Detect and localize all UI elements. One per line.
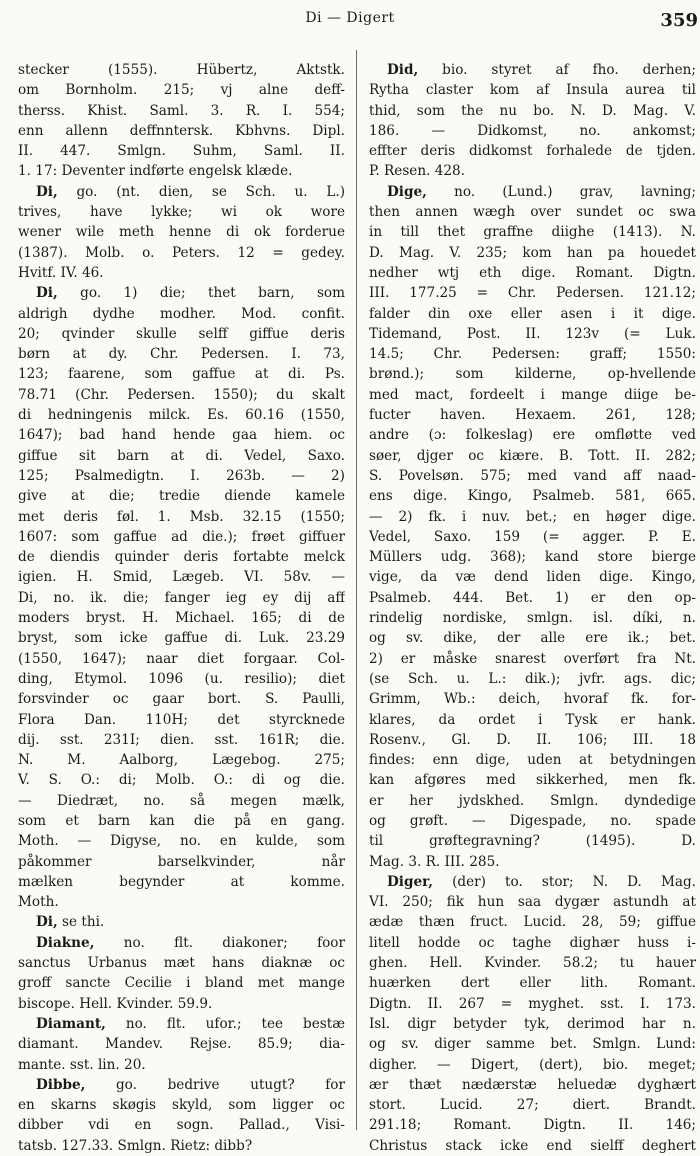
line-text: Grimm, Wb.: deich, hvoraf fk. for- (369, 691, 696, 708)
text-line (18, 283, 345, 303)
text-line (369, 547, 696, 567)
text-line (18, 811, 345, 831)
line-text: enn allenn deffnntersk. Kbhvns. Dipl. (18, 122, 345, 139)
line-text: se thi. (57, 914, 105, 931)
text-line (369, 1014, 696, 1034)
line-text: og sv. dike, der alle ere ik.; bet. (369, 630, 696, 647)
line-text: til grøftegravning? (1495). D. (369, 833, 696, 850)
text-line (369, 933, 696, 953)
text-line (18, 405, 345, 425)
line-text: VI. 250; fik hun saa dygær astundh at (369, 894, 696, 911)
text-line (369, 1095, 696, 1115)
line-text: falder din oxe eller asen i it dige. (369, 305, 696, 322)
column-divider (356, 50, 357, 1130)
line-text: og grøft. — Digespade, no. spade (369, 812, 696, 829)
text-line (18, 80, 345, 100)
line-text: biscope. Hell. Kvinder. 59.9. (18, 995, 213, 1012)
line-text: Di, no. ik. die; fanger ieg ey dij aff (18, 589, 345, 606)
text-line (18, 649, 345, 669)
running-title: Di — Digert (305, 10, 395, 26)
text-line (18, 689, 345, 709)
line-text: (se Sch. u. L.: dik.); jvfr. ags. dic; (369, 670, 696, 687)
text-line (18, 872, 345, 892)
text-line (369, 912, 696, 932)
text-line (18, 953, 345, 973)
text-line (18, 344, 345, 364)
line-text: forsvinder oc gaar bort. S. Paulli, (18, 691, 345, 708)
text-line (369, 628, 696, 648)
text-line (18, 628, 345, 648)
line-text: med mact, fordeelt i mange diige be- (369, 386, 696, 403)
text-line (369, 405, 696, 425)
line-text: no. (Lund.) grav, lavning; (426, 183, 696, 200)
text-line (369, 649, 696, 669)
line-text: go. (nt. dien, se Sch. u. L.) (57, 183, 345, 200)
text-line (18, 324, 345, 344)
text-line (18, 486, 345, 506)
line-text: then annen wægh over sundet oc swa (369, 204, 696, 221)
line-text: thid, som the nu bo. N. D. Mag. V. (369, 102, 696, 119)
right-column (369, 60, 696, 1156)
line-text: de diendis quinder deris fortabte melck (18, 549, 345, 566)
line-text: Moth. (18, 894, 59, 911)
line-text: trives, have lykke; wi ok wore (18, 204, 345, 221)
line-text: brønd.); som kilderne, op-hvellende (369, 366, 696, 383)
headword: Dige, (387, 183, 427, 200)
text-line (369, 486, 696, 506)
text-line (369, 994, 696, 1014)
text-line (369, 1075, 696, 1095)
line-text: om Bornholm. 215; vj alne deff- (18, 82, 345, 99)
text-line (369, 831, 696, 851)
line-text: ær thæt nædærstæ heluedæ dyghært (369, 1076, 696, 1093)
line-text: Flora Dan. 110H; det styrcknede (18, 711, 345, 728)
text-line (18, 669, 345, 689)
line-text: søer, djger oc kiære. B. Tott. II. 282; (369, 447, 696, 464)
text-line (369, 730, 696, 750)
line-text: giffue sit barn at di. Vedel, Saxo. (18, 447, 345, 464)
line-text: aldrigh dydhe modher. Mod. confit. (18, 305, 345, 322)
line-text: Tidemand, Post. II. 123v (= Luk. (369, 325, 696, 342)
line-text: Mag. 3. R. III. 285. (369, 853, 500, 870)
text-line (18, 101, 345, 121)
text-line (18, 710, 345, 730)
text-line (18, 263, 345, 283)
text-line (18, 364, 345, 384)
line-text: 2) er måske snarest overført fra Nt. (369, 650, 696, 667)
text-line (369, 385, 696, 405)
text-line (369, 588, 696, 608)
line-text: II. 447. Smlgn. Suhm, Saml. II. (18, 143, 345, 160)
text-line (18, 567, 345, 587)
text-line (18, 425, 345, 445)
line-text: 1647); bad hand hende gaa hiem. oc (18, 427, 345, 444)
text-line (369, 527, 696, 547)
text-line (369, 507, 696, 527)
text-line (369, 101, 696, 121)
line-text: 123; faarene, som gaffue at di. Ps. (18, 366, 345, 383)
line-text: no. flt. ufor.; tee bestæ (105, 1015, 345, 1032)
line-text: sanctus Urbanus mæt hans diaknæ oc (18, 955, 345, 972)
line-text: S. Povelsøn. 575; med vand aff naad- (369, 467, 696, 484)
line-text: give at die; tredie diende kamele (18, 488, 345, 505)
line-text: Isl. digr betyder tyk, derimod har n. (369, 1015, 696, 1032)
line-text: rindelig nordiske, smlgn. isl. díki, n. (369, 610, 696, 627)
text-line (18, 141, 345, 161)
line-text: (1550, 1647); naar diet forgaar. Col- (18, 650, 345, 667)
line-text: stort. Lucid. 27; diert. Brandt. (369, 1097, 696, 1114)
line-text: fucter haven. Hexaem. 261, 128; (369, 407, 696, 424)
text-line (369, 141, 696, 161)
line-text: wener wile meth henne di ok forderue (18, 224, 345, 241)
text-line (369, 953, 696, 973)
line-text: andre (ɔ: folkeslag) ere omfløtte ved (369, 427, 696, 444)
line-text: (der) to. stor; N. D. Mag. (433, 873, 696, 890)
line-text: Rytha claster kom af Insula aurea til (369, 82, 696, 99)
text-line (369, 283, 696, 303)
line-text: ding, Etymol. 1096 (u. resilio); diet (18, 670, 345, 687)
line-text: V. S. O.: di; Molb. O.: di og die. (18, 772, 345, 789)
text-line (369, 425, 696, 445)
line-text: ghen. Hell. Kvinder. 58.2; tu hauer (369, 955, 696, 972)
text-line (369, 80, 696, 100)
text-line (369, 446, 696, 466)
line-text: ædæ thæn fruct. Lucid. 28, 59; giffue (369, 914, 696, 931)
line-text: III. 177.25 = Chr. Pedersen. 121.12; (369, 285, 696, 302)
text-line (18, 527, 345, 547)
line-text: D. Mag. V. 235; kom han pa houedet (369, 244, 696, 261)
text-line (18, 831, 345, 851)
headword: Diamant, (36, 1015, 106, 1032)
text-line (369, 161, 696, 181)
text-line (18, 770, 345, 790)
text-line (18, 1034, 345, 1054)
left-column (18, 60, 345, 1156)
line-text: go. bedrive utugt? for (85, 1076, 345, 1093)
text-line (369, 791, 696, 811)
line-text: er her jydskhed. Smlgn. dyndedige (369, 792, 696, 809)
headword: Diakne, (36, 934, 95, 951)
headword: Di, (36, 914, 58, 931)
line-text: go. 1) die; thet barn, som (57, 285, 345, 302)
text-line (18, 507, 345, 527)
headword: Diger, (387, 873, 434, 890)
line-text: therss. Khist. Saml. 3. R. I. 554; (18, 102, 345, 119)
text-line (369, 324, 696, 344)
line-text: 186. — Didkomst, no. ankomst; (369, 122, 696, 139)
line-text: påkommer barselkvinder, når (18, 853, 345, 870)
text-line (18, 1055, 345, 1075)
line-text: Müllers udg. 368); kand store bierge (369, 549, 696, 566)
line-text: N. M. Aalborg, Lægebog. 275; (18, 752, 345, 769)
line-text: (1387). Molb. o. Peters. 12 = gedey. (18, 244, 345, 261)
line-text: dij. sst. 231I; dien. sst. 161R; die. (18, 731, 345, 748)
line-text: 291.18; Romant. Digtn. II. 146; (369, 1117, 696, 1134)
text-line (18, 994, 345, 1014)
text-line (369, 811, 696, 831)
text-line (369, 892, 696, 912)
text-line (369, 1115, 696, 1135)
text-line (18, 182, 345, 202)
text-line (369, 364, 696, 384)
text-line (18, 121, 345, 141)
text-line (18, 466, 345, 486)
line-text: 20; qvinder skulle selff giffue deris (18, 325, 345, 342)
page-header (0, 10, 700, 36)
text-line (18, 1014, 345, 1034)
line-text: — Diedræt, no. så megen mælk, (18, 792, 345, 809)
line-text: børn at dy. Chr. Pedersen. I. 73, (18, 346, 345, 363)
text-line (369, 1136, 696, 1156)
line-text: P. Resen. 428. (369, 163, 465, 180)
line-text: bryst, som icke gaffue di. Luk. 23.29 (18, 630, 345, 647)
line-text: Psalmeb. 444. Bet. 1) er den op- (369, 589, 696, 606)
text-line (369, 202, 696, 222)
line-text: mælken begynder at komme. (18, 873, 345, 890)
line-text: vige, da væ dend liden dige. Kingo, (369, 569, 696, 586)
text-line (18, 1115, 345, 1135)
text-line (18, 973, 345, 993)
line-text: Digtn. II. 267 = myghet. sst. I. 173. (369, 995, 696, 1012)
line-text: 78.71 (Chr. Pedersen. 1550); du skalt (18, 386, 345, 403)
text-line (18, 446, 345, 466)
text-line (18, 892, 345, 912)
text-line (18, 588, 345, 608)
text-line (369, 567, 696, 587)
line-text: som et barn kan die på en gang. (18, 812, 345, 829)
text-line (18, 912, 345, 932)
line-text: moders bryst. H. Michael. 165; di de (18, 610, 345, 627)
text-line (369, 1034, 696, 1054)
text-line (18, 161, 345, 181)
text-line (369, 770, 696, 790)
text-line (369, 710, 696, 730)
line-text: findes: enn dige, uden at betydningen (369, 752, 696, 769)
line-text: en skarns skøgis skyld, som ligger oc (18, 1097, 345, 1114)
text-line (18, 547, 345, 567)
line-text: nedher wtj eth dige. Romant. Digtn. (369, 264, 696, 281)
headword: Di, (36, 285, 58, 302)
page-number: 359 (660, 10, 698, 31)
line-text: Vedel, Saxo. 159 (= agger. P. E. (369, 528, 696, 545)
line-text: groff sancte Cecilie i bland met mange (18, 975, 345, 992)
line-text: in till thet graffne diighe (1413). N. (369, 224, 696, 241)
headword: Di, (36, 183, 58, 200)
line-text: klares, da ordet i Tysk er hank. (369, 711, 696, 728)
line-text: no. flt. diakoner; foor (94, 934, 345, 951)
text-line (369, 872, 696, 892)
line-text: ens dige. Kingo, Psalmeb. 581, 665. (369, 488, 696, 505)
text-line (18, 60, 345, 80)
line-text: 1. 17: Deventer indførte engelsk klæde. (18, 163, 293, 180)
line-text: Rosenv., Gl. D. II. 106; III. 18 (369, 731, 696, 748)
line-text: kan afgøres med sikkerhed, men fk. (369, 772, 696, 789)
line-text: 125; Psalmedigtn. I. 263b. — 2) (18, 467, 345, 484)
line-text: igien. H. Smid, Lægeb. VI. 58v. — (18, 569, 345, 586)
line-text: stecker (1555). Hübertz, Aktstk. (18, 62, 345, 78)
headword: Did, (387, 62, 419, 78)
text-line (369, 689, 696, 709)
text-line (369, 344, 696, 364)
text-line (369, 222, 696, 242)
line-text: diamant. Mandev. Rejse. 85.9; dia- (18, 1036, 345, 1053)
line-text: effter deris didkomst forhalede de tjden. (369, 143, 696, 160)
line-text: 1607: som gaffue ad die.); frøet giffuer (18, 528, 345, 545)
text-line (18, 791, 345, 811)
line-text: di hedningenis milck. Es. 60.16 (1550, (18, 407, 345, 424)
line-text: — 2) fk. i nuv. bet.; en høger dige. (369, 508, 696, 525)
line-text: huærken dert eller lith. Romant. (369, 975, 696, 992)
text-line (369, 669, 696, 689)
text-line (18, 222, 345, 242)
line-text: Moth. — Digyse, no. en kulde, som (18, 833, 345, 850)
text-line (369, 60, 696, 80)
text-line (369, 304, 696, 324)
text-line (18, 385, 345, 405)
line-text: Christus stack icke end sielff deghert (369, 1137, 696, 1154)
text-line (369, 750, 696, 770)
headword: Dibbe, (36, 1076, 86, 1093)
line-text: dibber vdi en sogn. Pallad., Visi- (18, 1117, 345, 1134)
line-text: tatsb. 127.33. Smlgn. Rietz: dibb? (18, 1137, 253, 1154)
text-line (18, 1136, 345, 1156)
text-line (369, 121, 696, 141)
text-line (18, 750, 345, 770)
text-line (18, 1075, 345, 1095)
text-line (18, 933, 345, 953)
line-text: digher. — Digert, (dert), bio. meget; (369, 1056, 696, 1073)
text-line (369, 466, 696, 486)
line-text: mante. sst. lin. 20. (18, 1056, 146, 1073)
text-line (369, 973, 696, 993)
text-line (18, 304, 345, 324)
line-text: litell hodde oc taghe dighær huss i- (369, 934, 696, 951)
text-line (369, 263, 696, 283)
line-text: met deris føl. 1. Msb. 32.15 (1550; (18, 508, 345, 525)
line-text: bio. styret af fho. derhen; (418, 62, 696, 78)
text-line (369, 608, 696, 628)
text-line (18, 243, 345, 263)
line-text: og sv. diger samme bet. Smlgn. Lund: (369, 1036, 696, 1053)
text-line (369, 1055, 696, 1075)
line-text: 14.5; Chr. Pedersen: graff; 1550: (369, 346, 696, 363)
text-line (18, 852, 345, 872)
text-line (369, 852, 696, 872)
text-line (369, 243, 696, 263)
text-line (369, 182, 696, 202)
line-text: Hvitf. IV. 46. (18, 264, 104, 281)
text-line (18, 730, 345, 750)
text-line (18, 202, 345, 222)
text-line (18, 608, 345, 628)
text-line (18, 1095, 345, 1115)
